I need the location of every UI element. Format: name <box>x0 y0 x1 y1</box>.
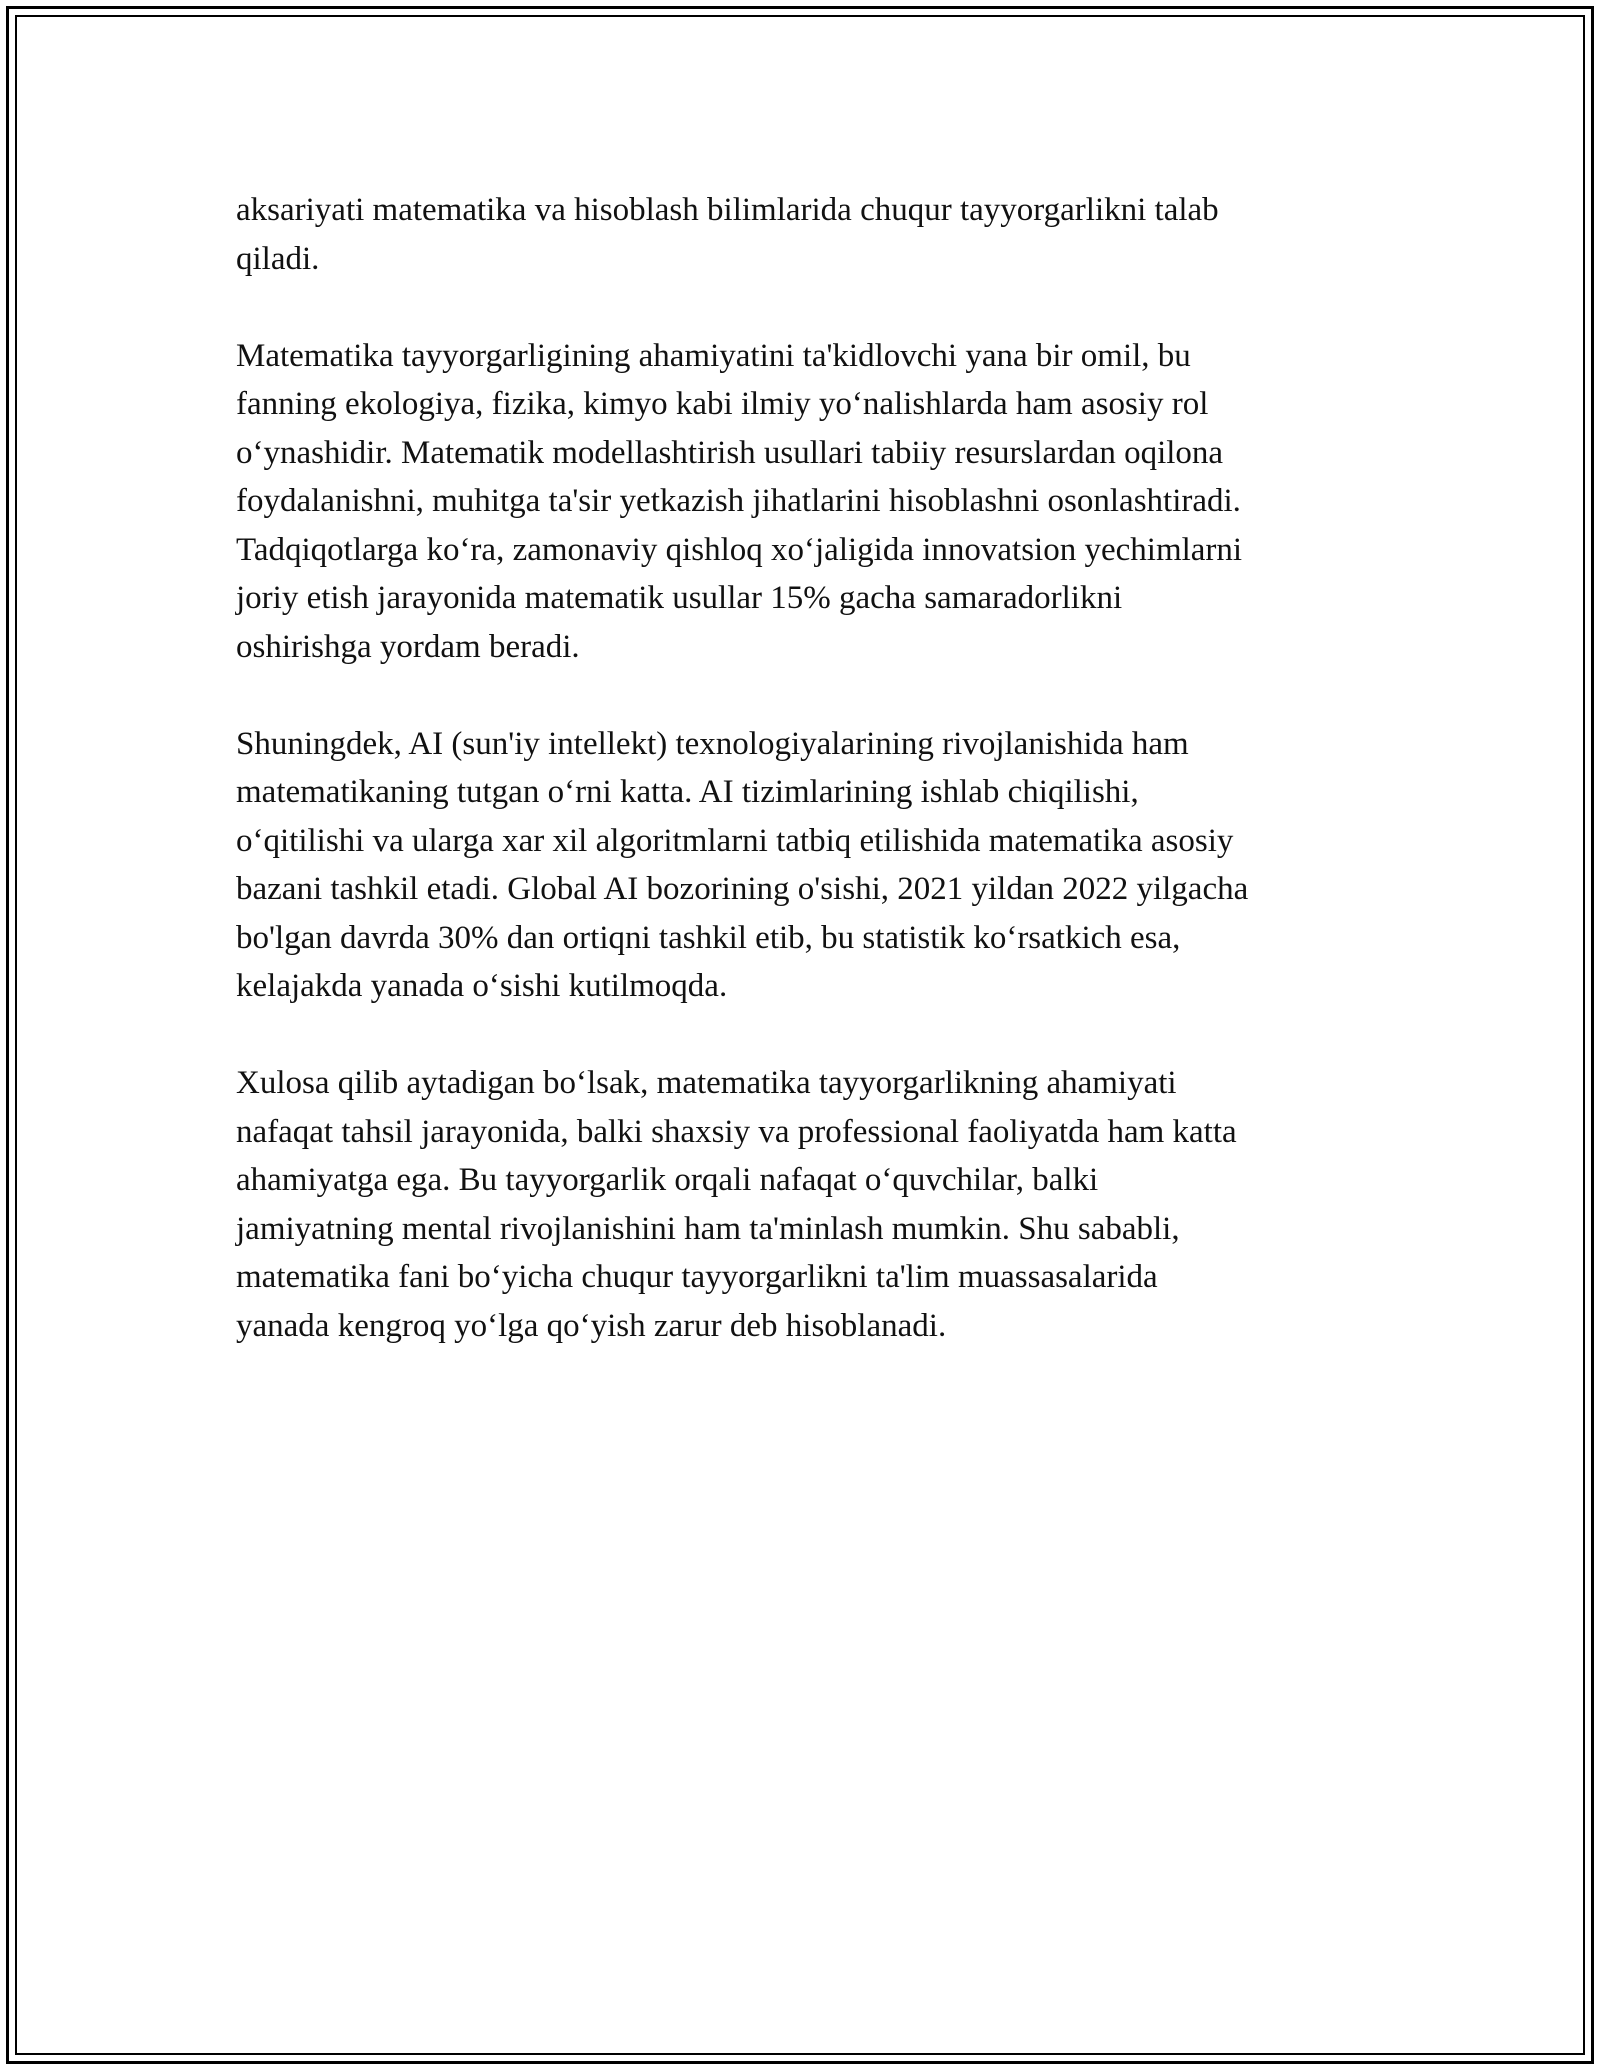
text-line: fanning ekologiya, fizika, kimyo kabi ilmiy yo‘nalishlarda ham asosiy rol <box>236 386 1209 422</box>
text-line: qiladi. <box>236 240 320 277</box>
text-line: oshirishga yordam beradi. <box>236 628 580 665</box>
paragraph-2 <box>236 332 1366 672</box>
text-line: bazani tashkil etadi. Global AI bozorining o'sishi, 2021 yildan 2022 yilgacha <box>236 871 1249 907</box>
text-line: nafaqat tahsil jarayonida, balki shaxsiy va professional faoliyatda ham katta <box>236 1113 1237 1150</box>
text-line: Matematika tayyorgarligining ahamiyatini ta'kidlovchi yana bir omil, bu <box>236 337 1191 374</box>
text-line: kelajakda yanada o‘sishi kutilmoqda. <box>236 968 728 1004</box>
text-line: matematika fani bo‘yicha chuqur tayyorgarlikni ta'lim muassasalarida <box>236 1259 1158 1295</box>
text-line: Xulosa qilib aytadigan bo‘lsak, matematika tayyorgarlikning ahamiyati <box>236 1065 1177 1101</box>
text-line: aksariyati matematika va hisoblash bilimlarida chuqur tayyorgarlikni talab <box>236 192 1219 228</box>
paragraph-1 <box>236 186 1366 283</box>
text-line: o‘qitilishi va ularga xar xil algoritmlarni tatbiq etilishida matematika asosiy <box>236 822 1234 859</box>
text-line: joriy etish jarayonida matematik usullar 15% gacha samaradorlikni <box>236 580 1123 616</box>
document-body <box>236 186 1366 1350</box>
paragraph-3 <box>236 720 1366 1011</box>
text-line: Shuningdek, AI (sun'iy intellekt) texnologiyalarining rivojlanishida ham <box>236 725 1189 762</box>
text-line: matematikaning tutgan o‘rni katta. AI tizimlarining ishlab chiqilishi, <box>236 774 1139 810</box>
text-line: foydalanishni, muhitga ta'sir yetkazish jihatlarini hisoblashni osonlashtiradi. <box>236 483 1241 519</box>
text-line: jamiyatning mental rivojlanishini ham ta'minlash mumkin. Shu sababli, <box>236 1210 1180 1247</box>
text-line: Tadqiqotlarga ko‘ra, zamonaviy qishloq xo‘jaligida innovatsion yechimlarni <box>236 531 1243 568</box>
paragraph-4 <box>236 1059 1366 1350</box>
text-line: o‘ynashidir. Matematik modellashtirish usullari tabiiy resurslardan oqilona <box>236 434 1224 471</box>
text-line: ahamiyatga ega. Bu tayyorgarlik orqali nafaqat o‘quvchilar, balki <box>236 1162 1099 1198</box>
text-line: bo'lgan davrda 30% dan ortiqni tashkil etib, bu statistik ko‘rsatkich esa, <box>236 919 1181 956</box>
text-line: yanada kengroq yo‘lga qo‘yish zarur deb hisoblanadi. <box>236 1307 947 1344</box>
